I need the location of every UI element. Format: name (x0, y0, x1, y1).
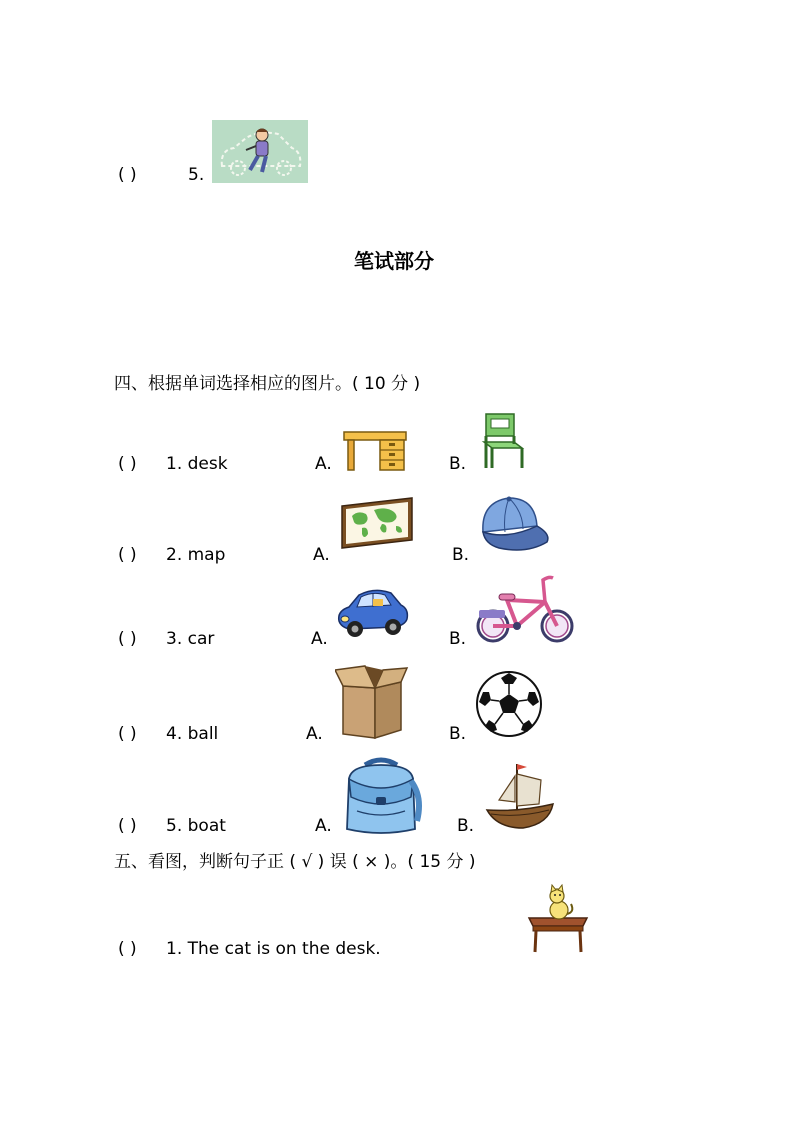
answer-paren[interactable]: ( ) (118, 816, 137, 836)
boy-driving-toy-car-icon (212, 120, 308, 183)
section-title: 四、根据单词选择相应的图片。( 10 分 ) (114, 374, 421, 394)
box-icon[interactable] (335, 664, 409, 740)
option-a-label: A. (313, 545, 330, 565)
bike-icon[interactable] (473, 572, 577, 646)
sailboat-icon[interactable] (483, 760, 557, 832)
question-word: 3. car (166, 629, 215, 649)
car-icon[interactable] (335, 585, 411, 639)
answer-paren[interactable]: ( ) (118, 454, 137, 474)
answer-paren[interactable]: ( ) (118, 165, 137, 185)
desk-icon[interactable] (342, 428, 408, 472)
question-word: 4. ball (166, 724, 219, 744)
option-a-label: A. (315, 454, 332, 474)
answer-paren[interactable]: ( ) (118, 629, 137, 649)
cap-icon[interactable] (477, 494, 553, 556)
option-b-label: B. (449, 454, 467, 474)
option-a-label: A. (315, 816, 332, 836)
option-b-label: B. (449, 629, 467, 649)
chair-icon[interactable] (478, 412, 526, 470)
map-icon[interactable] (338, 496, 416, 550)
schoolbag-icon[interactable] (339, 757, 423, 837)
option-b-label: B. (449, 724, 467, 744)
answer-paren[interactable]: ( ) (118, 545, 137, 565)
question-word: 1. desk (166, 454, 228, 474)
question-number: 5. (188, 165, 205, 185)
option-b-label: B. (457, 816, 475, 836)
answer-paren[interactable]: ( ) (118, 724, 137, 744)
page-title: 笔试部分 (354, 249, 434, 273)
answer-paren[interactable]: ( ) (118, 939, 137, 959)
question-word: 5. boat (166, 816, 226, 836)
question-word: 2. map (166, 545, 226, 565)
section-title: 五、看图，判断句子正 ( √ ) 误 ( × )。( 15 分 ) (114, 852, 476, 872)
option-b-label: B. (452, 545, 470, 565)
option-a-label: A. (306, 724, 323, 744)
cat-on-table-icon (527, 884, 589, 954)
soccer-ball-icon[interactable] (475, 670, 543, 738)
judgement-sentence: 1. The cat is on the desk. (166, 939, 381, 959)
option-a-label: A. (311, 629, 328, 649)
